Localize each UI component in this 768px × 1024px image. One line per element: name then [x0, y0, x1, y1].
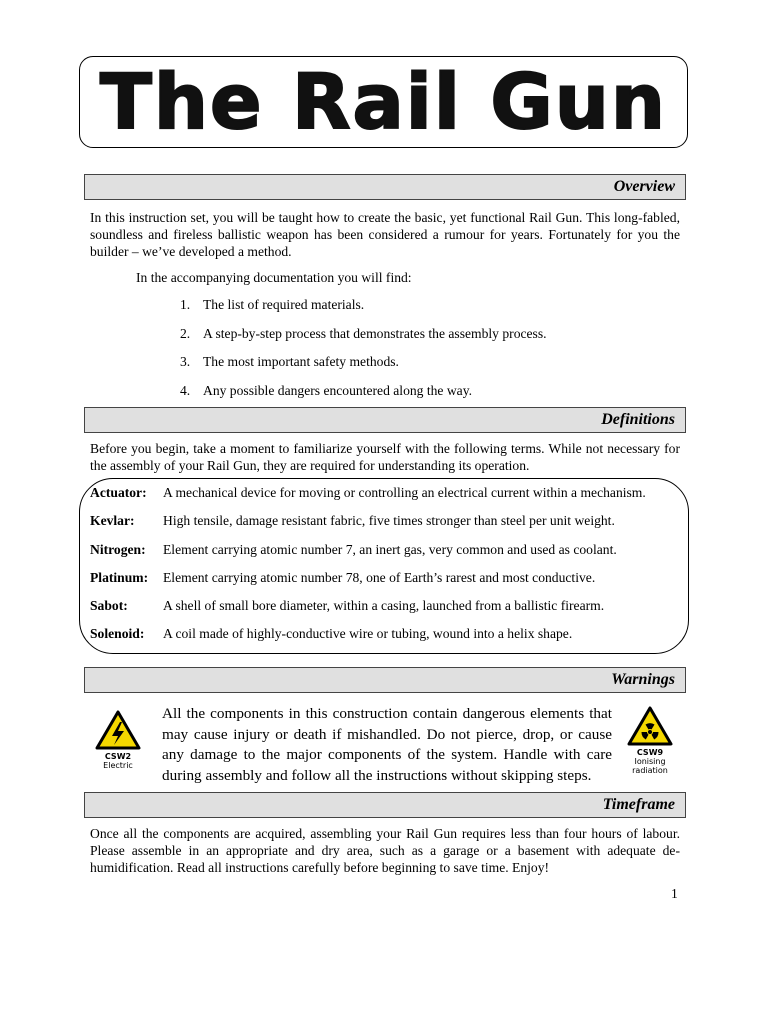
section-header-timeframe: Timeframe	[84, 792, 686, 818]
radiation-hazard-icon	[627, 706, 673, 746]
definition-term: Kevlar:	[90, 513, 135, 528]
definition-text: Element carrying atomic number 7, an inert gas, very common and used as coolant.	[163, 542, 617, 557]
electric-hazard-sign	[93, 710, 143, 770]
definition-term: Actuator:	[90, 485, 147, 500]
document-title: The Rail Gun	[100, 57, 667, 146]
sign-label: Electric	[103, 761, 133, 770]
section-header-overview: Overview	[84, 174, 686, 200]
definition-text: A coil made of highly-conductive wire or tubing, wound into a helix shape.	[163, 626, 573, 641]
overview-lead: In the accompanying documentation you will find:	[136, 270, 412, 285]
definition-term: Nitrogen:	[90, 542, 146, 557]
list-item: 3. The most important safety methods.	[180, 354, 399, 369]
definition-term: Platinum:	[90, 570, 149, 585]
definition-text: A shell of small bore diameter, within a casing, launched from a ballistic firearm.	[163, 598, 605, 613]
section-header-warnings: Warnings	[84, 667, 686, 693]
electric-hazard-icon	[95, 710, 141, 750]
list-item: 4. Any possible dangers encountered along the way.	[180, 382, 473, 398]
sign-label: radiation	[632, 766, 668, 775]
materials-list	[180, 297, 547, 411]
page-number: 1	[671, 886, 678, 901]
definition-term: Sabot:	[90, 598, 128, 613]
warnings-text: All the components in this construction contain dangerous elements that may cause injury or death if mishandled. Do not pierce, drop, or cause any damage to the major components of the system. Handle with care during assembly and follow all the instructions without skipping steps.	[162, 705, 612, 784]
sign-label: Ionising	[634, 757, 666, 766]
definition-text: Element carrying atomic number 78, one of Earth’s rarest and most conductive.	[163, 570, 596, 585]
sign-code: CSW2	[104, 752, 132, 761]
list-item: 1. The list of required materials.	[180, 297, 365, 312]
list-item: 2. A step-by-step process that demonstrates the assembly process.	[180, 325, 547, 341]
sign-code: CSW9	[636, 748, 664, 757]
definition-term: Solenoid:	[90, 626, 145, 641]
section-header-definitions: Definitions	[84, 407, 686, 433]
radiation-hazard-sign	[625, 706, 675, 775]
definitions-intro: Before you begin, take a moment to familiarize yourself with the following terms. While not necessary for the assembly of your Rail Gun, they are required for understanding its operation.	[90, 441, 680, 473]
definition-text: High tensile, damage resistant fabric, five times stronger than steel per unit weight.	[163, 513, 615, 528]
title-box	[79, 56, 688, 148]
overview-intro: In this instruction set, you will be taught how to create the basic, yet functional Rail Gun. This long-fabled, soundless and fireless ballistic weapon has been considered a rumour for years. Fortunately for you the builder – we’ve developed a method.	[90, 210, 680, 259]
definition-text: A mechanical device for moving or controlling an electrical current within a mechanism.	[163, 485, 646, 500]
timeframe-text: Once all the components are acquired, assembling your Rail Gun requires less than four hours of labour. Please assemble in an appropriate and dry area, such as a garage or a basement with adequate de-humidification. Read all instructions carefully before beginning to save time. Enjoy!	[90, 826, 680, 875]
